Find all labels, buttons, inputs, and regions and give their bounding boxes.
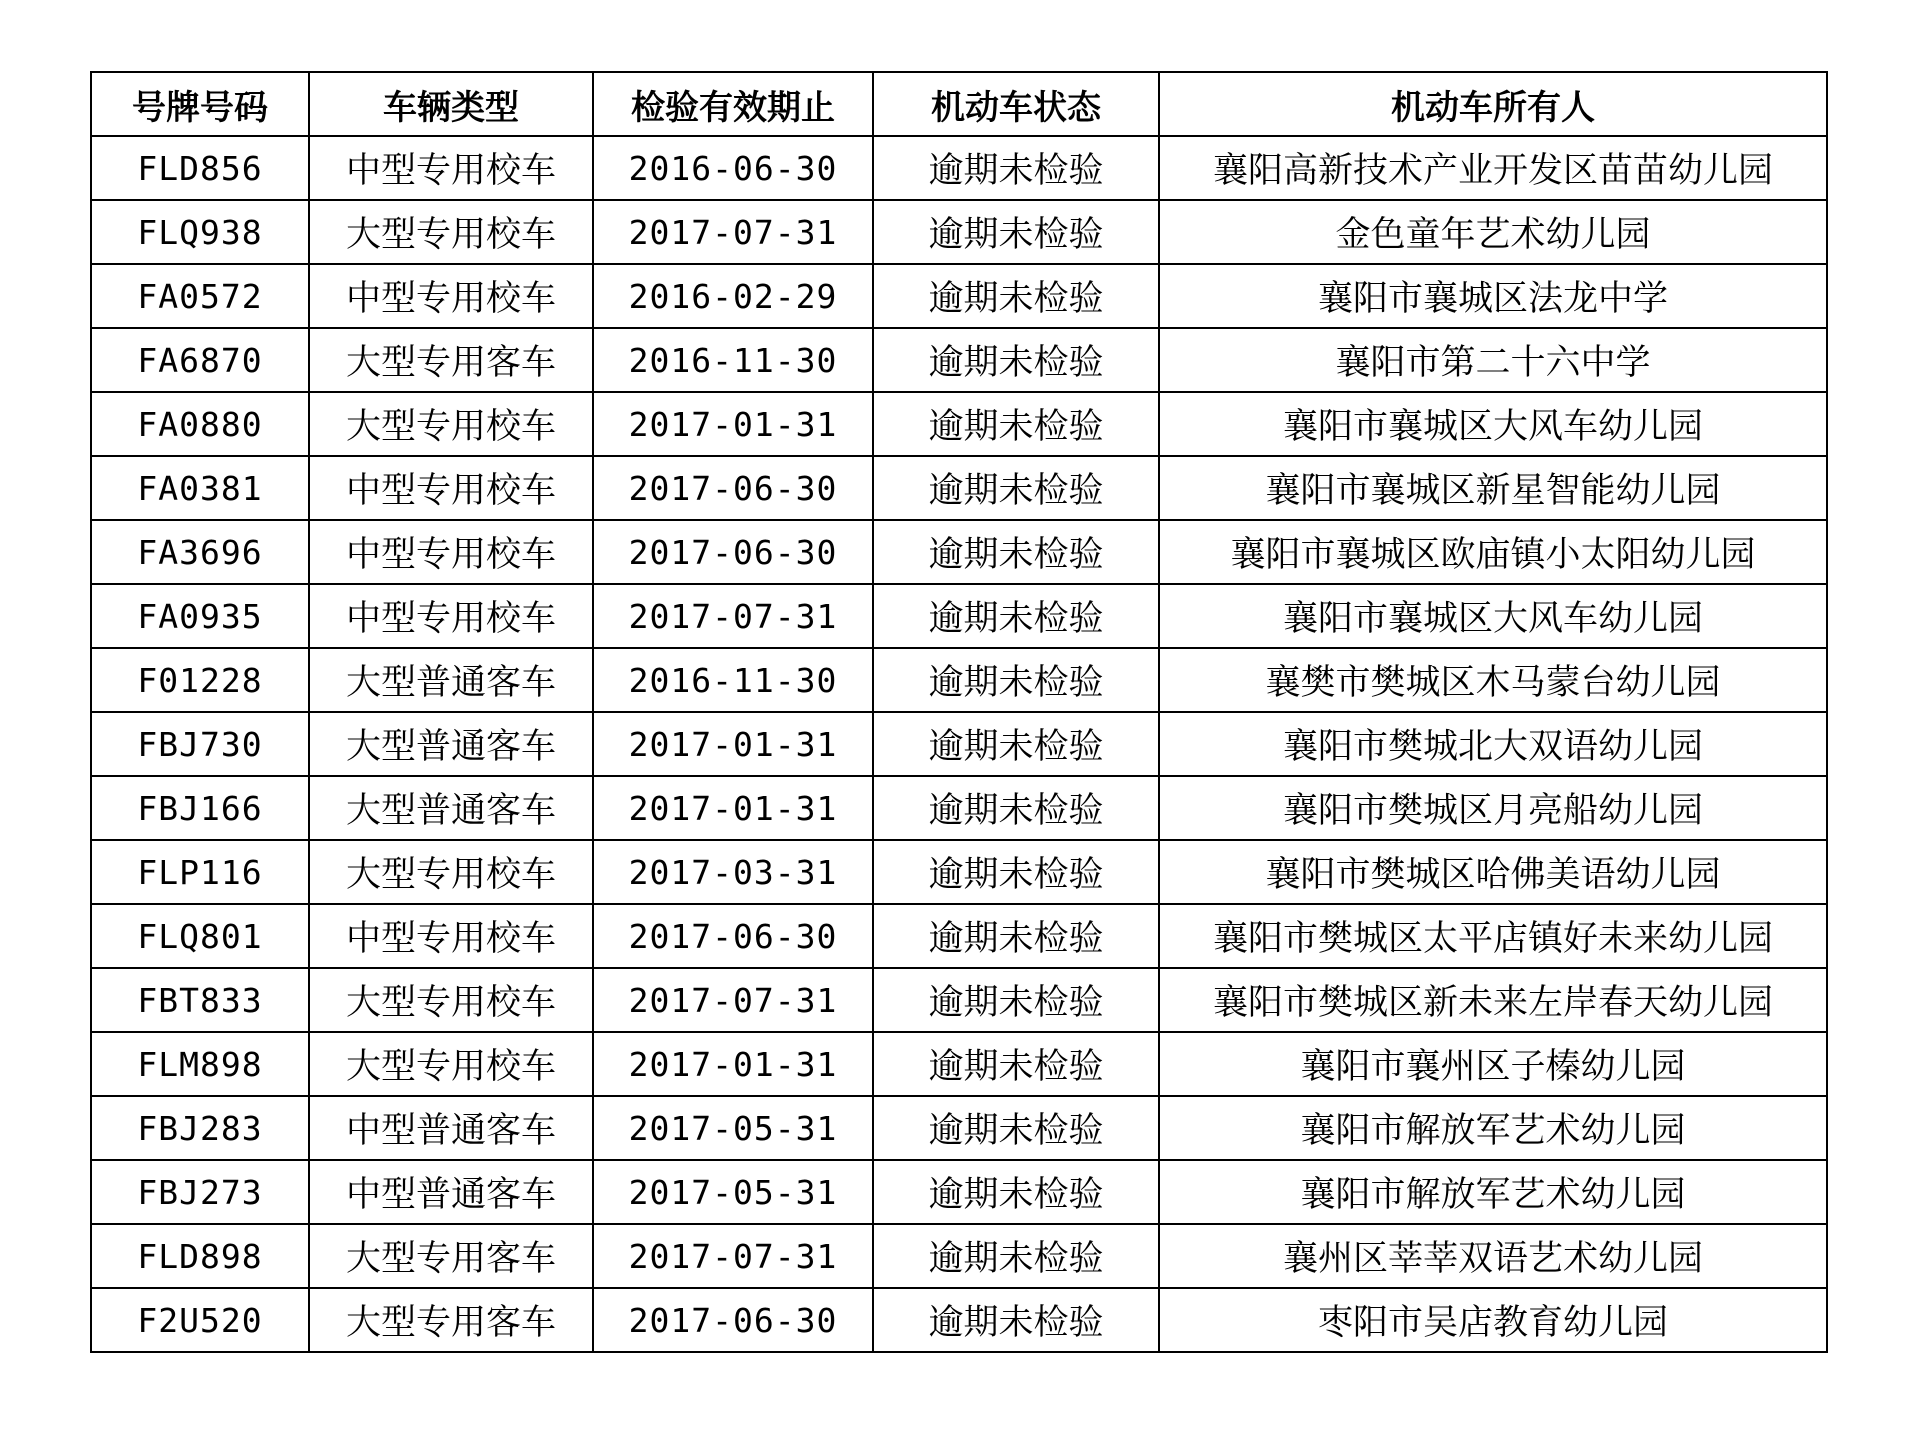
table-row (91, 136, 1827, 200)
cell-vehicle-owner: 襄阳市襄城区法龙中学 (1159, 264, 1827, 328)
cell-vehicle-type: 中型普通客车 (309, 1160, 593, 1224)
header-vehicle-owner: 机动车所有人 (1159, 72, 1827, 136)
table-row (91, 1032, 1827, 1096)
table-row (91, 200, 1827, 264)
table-row (91, 1288, 1827, 1352)
table-row (91, 392, 1827, 456)
cell-inspection-expiry: 2017-06-30 (593, 1288, 873, 1352)
cell-plate-number: FA0935 (91, 584, 309, 648)
cell-vehicle-status: 逾期未检验 (873, 968, 1159, 1032)
cell-vehicle-type: 中型专用校车 (309, 264, 593, 328)
cell-plate-number: FLQ938 (91, 200, 309, 264)
cell-inspection-expiry: 2017-07-31 (593, 1224, 873, 1288)
cell-plate-number: FLM898 (91, 1032, 309, 1096)
cell-vehicle-type: 大型专用校车 (309, 392, 593, 456)
table-row (91, 584, 1827, 648)
cell-plate-number: FLQ801 (91, 904, 309, 968)
cell-vehicle-owner: 枣阳市吴店教育幼儿园 (1159, 1288, 1827, 1352)
header-plate-number: 号牌号码 (91, 72, 309, 136)
cell-inspection-expiry: 2017-07-31 (593, 968, 873, 1032)
cell-vehicle-type: 中型专用校车 (309, 136, 593, 200)
cell-vehicle-owner: 襄樊市樊城区木马蒙台幼儿园 (1159, 648, 1827, 712)
cell-vehicle-type: 大型专用校车 (309, 200, 593, 264)
table-row (91, 328, 1827, 392)
cell-vehicle-status: 逾期未检验 (873, 264, 1159, 328)
cell-inspection-expiry: 2017-07-31 (593, 584, 873, 648)
cell-inspection-expiry: 2016-06-30 (593, 136, 873, 200)
table-row (91, 648, 1827, 712)
cell-vehicle-type: 大型专用校车 (309, 840, 593, 904)
cell-vehicle-status: 逾期未检验 (873, 200, 1159, 264)
cell-vehicle-status: 逾期未检验 (873, 520, 1159, 584)
header-vehicle-type: 车辆类型 (309, 72, 593, 136)
cell-inspection-expiry: 2017-01-31 (593, 776, 873, 840)
cell-plate-number: FBJ273 (91, 1160, 309, 1224)
cell-vehicle-owner: 襄阳市第二十六中学 (1159, 328, 1827, 392)
table-row (91, 712, 1827, 776)
cell-plate-number: FA6870 (91, 328, 309, 392)
header-row (91, 72, 1827, 136)
cell-vehicle-owner: 襄阳市襄城区大风车幼儿园 (1159, 392, 1827, 456)
cell-inspection-expiry: 2017-05-31 (593, 1096, 873, 1160)
cell-vehicle-status: 逾期未检验 (873, 904, 1159, 968)
cell-vehicle-status: 逾期未检验 (873, 584, 1159, 648)
table-row (91, 776, 1827, 840)
cell-inspection-expiry: 2016-11-30 (593, 328, 873, 392)
cell-plate-number: FBT833 (91, 968, 309, 1032)
cell-inspection-expiry: 2017-03-31 (593, 840, 873, 904)
cell-inspection-expiry: 2016-02-29 (593, 264, 873, 328)
cell-inspection-expiry: 2017-06-30 (593, 520, 873, 584)
cell-plate-number: F2U520 (91, 1288, 309, 1352)
table-row (91, 264, 1827, 328)
cell-vehicle-owner: 襄阳市解放军艺术幼儿园 (1159, 1160, 1827, 1224)
cell-vehicle-owner: 襄阳市襄州区子榛幼儿园 (1159, 1032, 1827, 1096)
table-row (91, 968, 1827, 1032)
cell-inspection-expiry: 2017-06-30 (593, 456, 873, 520)
header-vehicle-status: 机动车状态 (873, 72, 1159, 136)
cell-plate-number: FLD856 (91, 136, 309, 200)
cell-inspection-expiry: 2017-01-31 (593, 712, 873, 776)
cell-plate-number: FA0572 (91, 264, 309, 328)
cell-vehicle-owner: 襄阳市樊城区哈佛美语幼儿园 (1159, 840, 1827, 904)
cell-vehicle-status: 逾期未检验 (873, 456, 1159, 520)
cell-vehicle-status: 逾期未检验 (873, 840, 1159, 904)
cell-vehicle-status: 逾期未检验 (873, 1288, 1159, 1352)
cell-plate-number: FBJ166 (91, 776, 309, 840)
cell-plate-number: FA0381 (91, 456, 309, 520)
cell-inspection-expiry: 2017-01-31 (593, 392, 873, 456)
cell-vehicle-owner: 襄阳市襄城区新星智能幼儿园 (1159, 456, 1827, 520)
cell-vehicle-owner: 襄阳市樊城区月亮船幼儿园 (1159, 776, 1827, 840)
cell-vehicle-owner: 襄阳市樊城北大双语幼儿园 (1159, 712, 1827, 776)
cell-vehicle-status: 逾期未检验 (873, 1096, 1159, 1160)
cell-vehicle-status: 逾期未检验 (873, 1032, 1159, 1096)
cell-inspection-expiry: 2016-11-30 (593, 648, 873, 712)
cell-vehicle-type: 大型专用校车 (309, 1032, 593, 1096)
cell-plate-number: FA3696 (91, 520, 309, 584)
cell-plate-number: FLP116 (91, 840, 309, 904)
vehicle-inspection-table (90, 71, 1828, 1353)
table-header (91, 72, 1827, 136)
cell-inspection-expiry: 2017-07-31 (593, 200, 873, 264)
cell-vehicle-type: 大型普通客车 (309, 712, 593, 776)
cell-plate-number: FBJ283 (91, 1096, 309, 1160)
cell-vehicle-type: 中型专用校车 (309, 520, 593, 584)
cell-vehicle-status: 逾期未检验 (873, 648, 1159, 712)
table-row (91, 456, 1827, 520)
cell-vehicle-type: 大型普通客车 (309, 648, 593, 712)
cell-vehicle-type: 大型普通客车 (309, 776, 593, 840)
cell-vehicle-owner: 襄阳市解放军艺术幼儿园 (1159, 1096, 1827, 1160)
cell-vehicle-type: 中型专用校车 (309, 456, 593, 520)
cell-vehicle-status: 逾期未检验 (873, 392, 1159, 456)
cell-vehicle-type: 大型专用客车 (309, 1224, 593, 1288)
table-body (91, 136, 1827, 1352)
cell-vehicle-status: 逾期未检验 (873, 776, 1159, 840)
table-row (91, 904, 1827, 968)
cell-vehicle-owner: 襄阳市樊城区太平店镇好未来幼儿园 (1159, 904, 1827, 968)
cell-vehicle-owner: 襄阳高新技术产业开发区苗苗幼儿园 (1159, 136, 1827, 200)
cell-vehicle-type: 中型普通客车 (309, 1096, 593, 1160)
cell-plate-number: FA0880 (91, 392, 309, 456)
table-row (91, 520, 1827, 584)
cell-inspection-expiry: 2017-01-31 (593, 1032, 873, 1096)
header-inspection-expiry: 检验有效期止 (593, 72, 873, 136)
cell-vehicle-owner: 襄阳市襄城区欧庙镇小太阳幼儿园 (1159, 520, 1827, 584)
cell-plate-number: FBJ730 (91, 712, 309, 776)
vehicle-table-container (90, 71, 1826, 1353)
cell-vehicle-owner: 襄州区莘莘双语艺术幼儿园 (1159, 1224, 1827, 1288)
cell-inspection-expiry: 2017-06-30 (593, 904, 873, 968)
table-row (91, 1096, 1827, 1160)
cell-plate-number: FLD898 (91, 1224, 309, 1288)
cell-vehicle-status: 逾期未检验 (873, 328, 1159, 392)
cell-vehicle-type: 大型专用客车 (309, 328, 593, 392)
cell-vehicle-owner: 襄阳市樊城区新未来左岸春天幼儿园 (1159, 968, 1827, 1032)
cell-vehicle-status: 逾期未检验 (873, 1224, 1159, 1288)
cell-vehicle-owner: 襄阳市襄城区大风车幼儿园 (1159, 584, 1827, 648)
cell-vehicle-type: 中型专用校车 (309, 904, 593, 968)
cell-plate-number: F01228 (91, 648, 309, 712)
cell-vehicle-type: 大型专用校车 (309, 968, 593, 1032)
cell-inspection-expiry: 2017-05-31 (593, 1160, 873, 1224)
cell-vehicle-status: 逾期未检验 (873, 1160, 1159, 1224)
cell-vehicle-type: 中型专用校车 (309, 584, 593, 648)
cell-vehicle-status: 逾期未检验 (873, 136, 1159, 200)
table-row (91, 840, 1827, 904)
table-row (91, 1224, 1827, 1288)
table-row (91, 1160, 1827, 1224)
cell-vehicle-owner: 金色童年艺术幼儿园 (1159, 200, 1827, 264)
cell-vehicle-status: 逾期未检验 (873, 712, 1159, 776)
cell-vehicle-type: 大型专用客车 (309, 1288, 593, 1352)
